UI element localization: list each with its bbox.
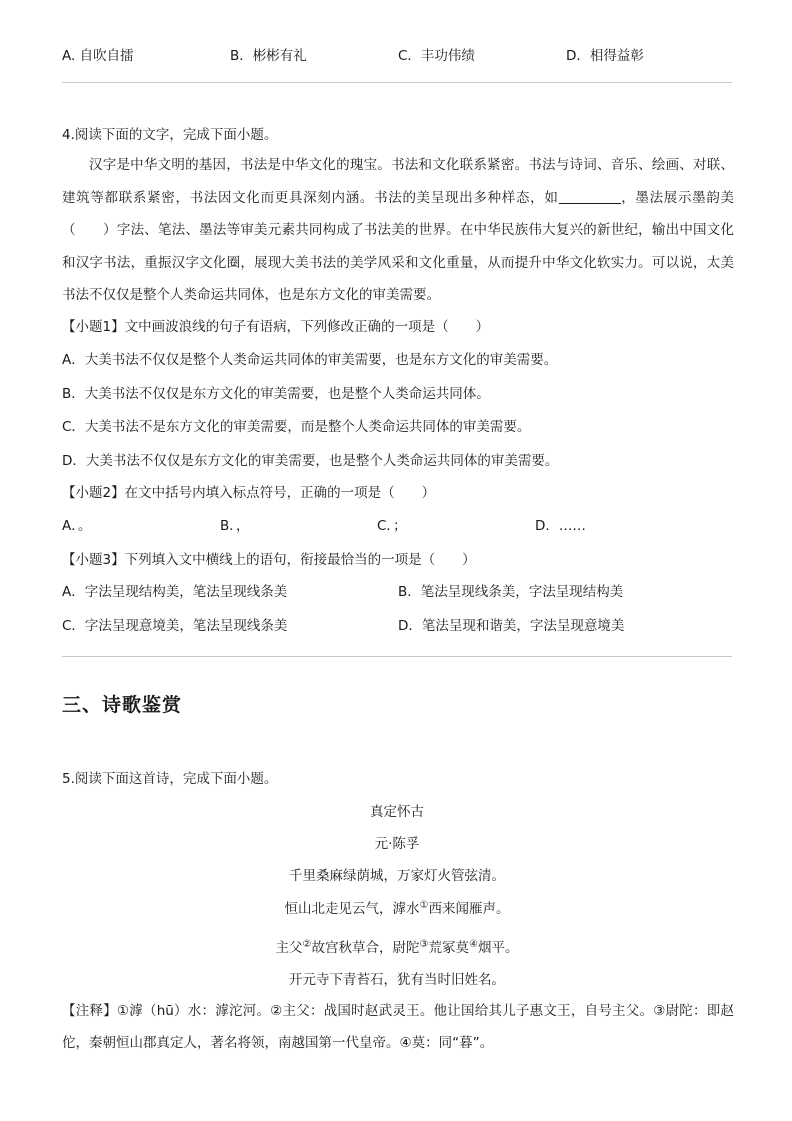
poem-line-3-part-c: 荒冢莫	[428, 940, 469, 956]
poem-annotation: 【注释】①滹（hū）水：滹沱河。②主父：战国时赵武灵王。他让国给其儿子惠文王，自号主父。③尉陀：即赵佗，秦朝恒山郡真定人，著名将领，南越国第一代皇帝。④莫：同“暮”。	[62, 1003, 734, 1051]
poem-line-3-part-a: 主父	[275, 940, 303, 956]
q4-sub2-option-d: D．……	[535, 518, 586, 534]
q4-passage-text-1: 汉字是中华文明的基因，书法是中华文化的瑰宝。书法和文化联系紧密。书法与诗词、音乐、绘画、对联、建筑等都联系紧密，书法因文化而更具深刻内涵。书法的美呈现出多种样态，如	[62, 157, 734, 206]
q4-sub1-option-c: C．大美书法不是东方文化的审美需要，而是整个人类命运共同体的审美需要。	[62, 419, 531, 435]
poem-line-3-part-d: 烟平。	[477, 940, 519, 956]
poem-line-3-part-b: 故宫秋草合，尉陀	[311, 940, 420, 956]
q4-passage-wavy-sentence: 太美书法不仅仅是整个人类命运共同体，也是东方文化的审美需要。	[62, 254, 734, 303]
section-title: 三、诗歌鉴赏	[62, 694, 183, 716]
q3-option-a: A. 自吹自擂	[62, 48, 134, 64]
note-marker: ②	[302, 939, 312, 950]
q3-option-b: B．彬彬有礼	[230, 48, 307, 64]
poem-line-2-part-b: 西来闻雁声。	[428, 901, 510, 917]
divider	[62, 656, 732, 657]
q4-sub2-option-a: A．。	[62, 518, 92, 534]
divider	[62, 82, 732, 83]
q4-sub3-option-a: A．字法呈现结构美，笔法呈现线条美	[62, 584, 288, 600]
q4-sub3-option-c: C．字法呈现意境美，笔法呈现线条美	[62, 618, 288, 634]
q4-sub3-option-d: D．笔法呈现和谐美，字法呈现意境美	[398, 618, 625, 634]
q3-option-c: C．丰功伟绩	[398, 48, 475, 64]
note-marker: ①	[419, 900, 429, 911]
q4-sub1-option-a: A．大美书法不仅仅是整个人类命运共同体的审美需要，也是东方文化的审美需要。	[62, 352, 558, 368]
note-marker: ④	[468, 939, 478, 950]
poem-line-1: 千里桑麻绿荫城，万家灯火管弦清。	[289, 868, 505, 884]
note-marker: ③	[419, 939, 429, 950]
poem-line-2	[62, 897, 732, 917]
q4-sub2-option-c: C．；	[377, 518, 407, 534]
q5-stem: 5.阅读下面这首诗，完成下面小题。	[62, 771, 278, 787]
poem-line-2-part-a: 恒山北走见云气，滹水	[284, 901, 420, 917]
q4-passage	[62, 149, 734, 312]
q4-sub1-stem: 【小题1】文中画波浪线的句子有语病，下列修改正确的一项是（ ）	[62, 319, 490, 335]
q4-sub2-stem: 【小题2】在文中括号内填入标点符号，正确的一项是（ ）	[62, 485, 436, 501]
q4-sub3-stem: 【小题3】下列填入文中横线上的语句，衔接最恰当的一项是（ ）	[62, 552, 476, 568]
poem-author: 元·陈孚	[374, 836, 420, 852]
q3-option-d: D．相得益彰	[566, 48, 644, 64]
q4-fill-blank	[559, 189, 621, 204]
q4-sub2-option-b: B．，	[220, 518, 250, 534]
q4-passage-text-2: ，墨法展示墨韵美（ ）字法、笔法、墨法等审美元素共同构成了书法美的世界。在中华民族伟大复兴的新世纪，输出中国文化和汉字书法，重振汉字文化圈，展现大美书法的美学风采和文化重量，从而提升中华文化软实力。可以说，	[62, 189, 735, 271]
poem-title: 真定怀古	[370, 804, 424, 820]
q4-stem: 4.阅读下面的文字，完成下面小题。	[62, 127, 278, 143]
q4-sub3-option-b: B．笔法呈现线条美，字法呈现结构美	[398, 584, 624, 600]
q4-sub1-option-b: B．大美书法不仅仅是东方文化的审美需要，也是整个人类命运共同体。	[62, 386, 490, 402]
poem-line-4: 开元寺下青苔石，犹有当时旧姓名。	[289, 972, 505, 988]
q4-sub1-option-d: D．大美书法不仅仅是东方文化的审美需要，也是整个人类命运共同体的审美需要。	[62, 453, 559, 469]
poem-line-3	[62, 936, 732, 956]
